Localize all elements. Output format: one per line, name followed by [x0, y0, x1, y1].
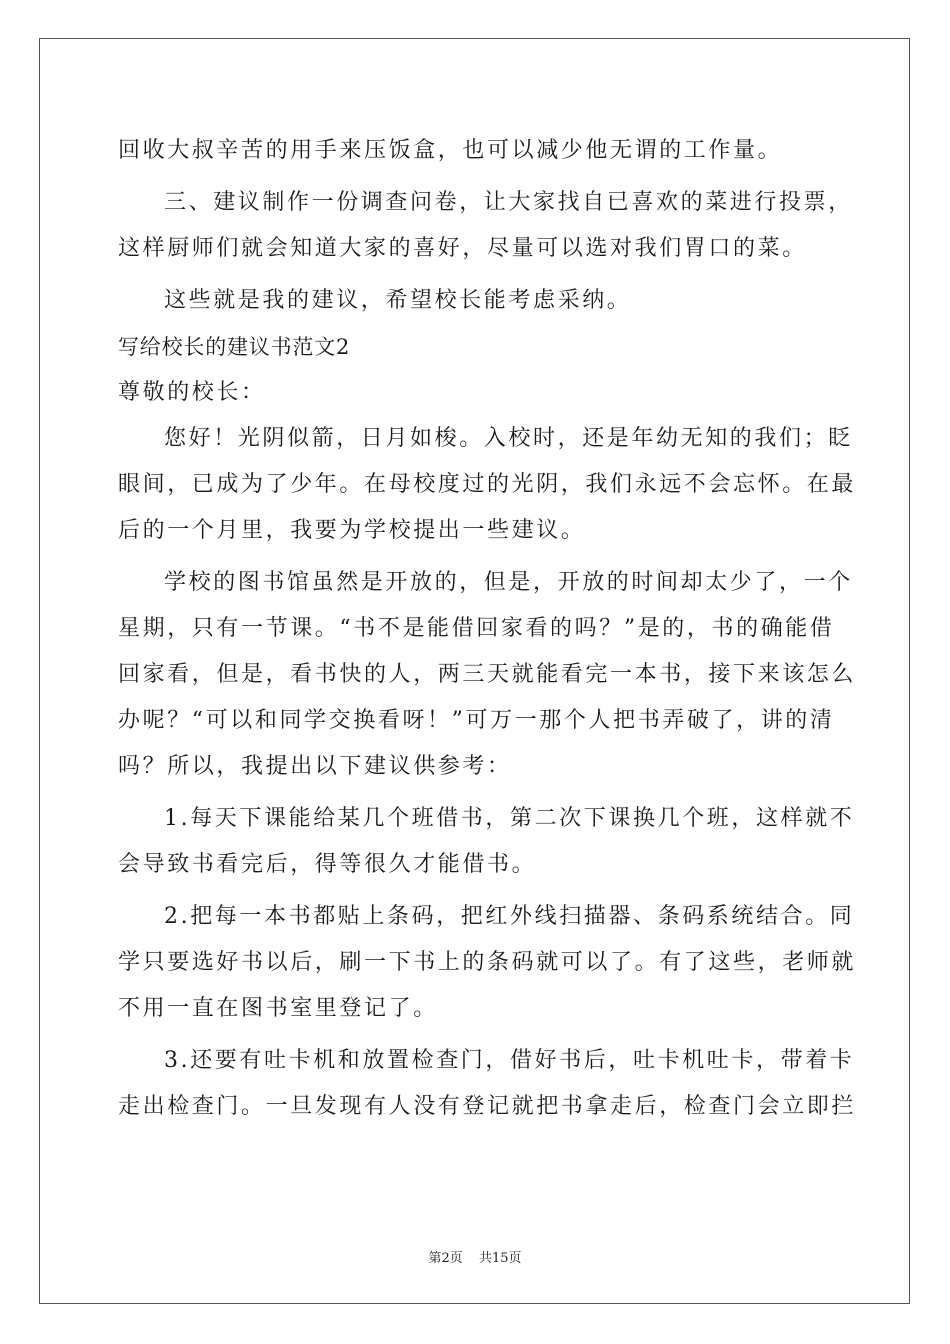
list-item-line: 1.每天下课能给某几个班借书，第二次下课换几个班，这样就不	[164, 806, 855, 831]
list-item-line: 不用一直在图书室里登记了。	[118, 996, 438, 1021]
paragraph-line: 您好！光阴似箭，日月如梭。入校时，还是年幼无知的我们；眨	[164, 426, 853, 451]
list-item-line: 会导致书看完后，得等很久才能借书。	[118, 852, 537, 877]
list-item-line: 2.把每一本书都贴上条码，把红外线扫描器、条码系统结合。同	[164, 904, 855, 929]
list-item-line: 走出检查门。一旦发现有人没有登记就把书拿走后，检查门会立即拦	[118, 1094, 857, 1119]
document-body	[118, 128, 857, 1130]
paragraph-line: 三、建议制作一份调查问卷，让大家找自已喜欢的菜进行投票，	[164, 190, 853, 215]
page-total: 共15页	[478, 1251, 522, 1266]
paragraph-line: 回家看，但是，看书快的人，两三天就能看完一本书，接下来该怎么	[118, 662, 857, 687]
paragraph-line: 回收大叔辛苦的用手来压饭盒，也可以减少他无谓的工作量。	[118, 138, 783, 163]
list-item-line: 学只要选好书以后，刷一下书上的条码就可以了。有了这些，老师就	[118, 950, 857, 975]
list-item-line: 3.还要有吐卡机和放置检查门，借好书后，吐卡机吐卡，带着卡	[164, 1048, 855, 1073]
paragraph-line: 办呢？“可以和同学交换看呀！”可万一那个人把书弄破了，讲的清	[118, 708, 835, 733]
paragraph-line: 这样厨师们就会知道大家的喜好，尽量可以选对我们胃口的菜。	[118, 236, 807, 261]
paragraph-line: 眼间，已成为了少年。在母校度过的光阴，我们永远不会忘怀。在最	[118, 472, 857, 497]
paragraph-line: 吗？所以，我提出以下建议供参考：	[118, 754, 512, 779]
paragraph-line: 后的一个月里，我要为学校提出一些建议。	[118, 518, 586, 543]
page-number: 第2页	[428, 1251, 463, 1266]
salutation: 尊敬的校长：	[118, 380, 266, 405]
paragraph-line: 星期，只有一节课。“书不是能借回家看的吗？”是的，书的确能借	[118, 616, 835, 641]
page-footer	[0, 1247, 950, 1266]
section-heading: 写给校长的建议书范文2	[118, 335, 351, 359]
paragraph-line: 学校的图书馆虽然是开放的，但是，开放的时间却太少了，一个	[164, 570, 853, 595]
paragraph-line: 这些就是我的建议，希望校长能考虑采纳。	[164, 288, 632, 313]
